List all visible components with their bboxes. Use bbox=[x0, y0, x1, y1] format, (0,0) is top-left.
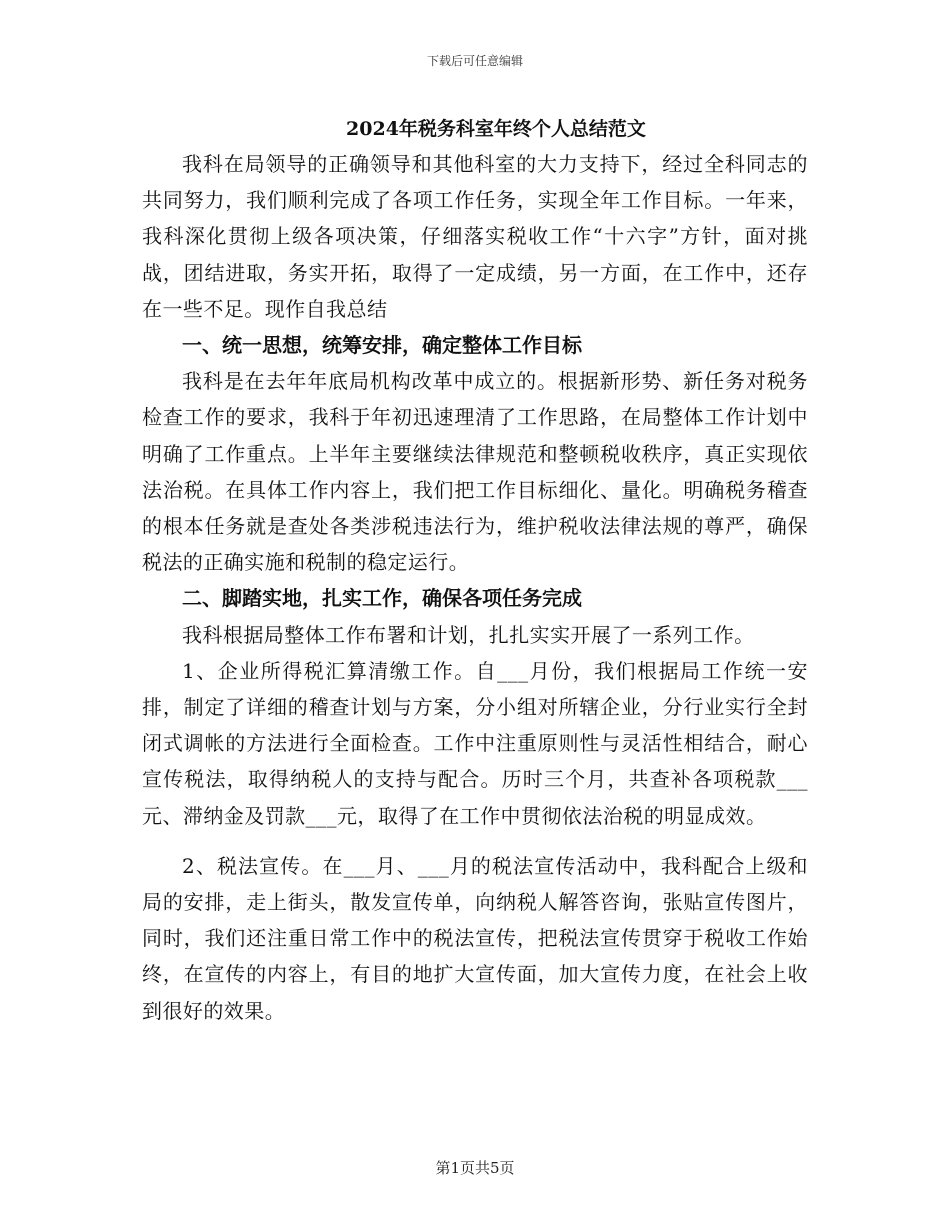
section-2-item-1: 1、企业所得税汇算清缴工作。自___月份，我们根据局工作统一安排，制定了详细的稽查计划与方案，分小组对所辖企业，分行业实行全封闭式调帐的方法进行全面检查。工作中注重原则性与灵活性相结合，耐心宣传税法，取得纳税人的支持与配合。历时三个月，共查补各项税款___元、滞纳金及罚款___元，取得了在工作中贯彻依法治税的明显成效。 bbox=[142, 658, 808, 828]
section-1-heading: 一、统一思想，统筹安排，确定整体工作目标 bbox=[182, 333, 582, 358]
section-2-heading: 二、脚踏实地，扎实工作，确保各项任务完成 bbox=[182, 586, 582, 611]
section-1-paragraph: 我科是在去年年底局机构改革中成立的。根据新形势、新任务对税务检查工作的要求，我科于年初迅速理清了工作思路，在局整体工作计划中明确了工作重点。上半年主要继续法律规范和整顿税收秩序，真正实现依法治税。在具体工作内容上，我们把工作目标细化、量化。明确税务稽查的根本任务就是查处各类涉税违法行为，维护税收法律法规的尊严，确保税法的正确实施和税制的稳定运行。 bbox=[142, 369, 808, 575]
page-number: 第1页共5页 bbox=[435, 1159, 515, 1177]
document-body bbox=[142, 113, 808, 1029]
document-title: 2024年税务科室年终个人总结范文 bbox=[346, 118, 646, 140]
section-2-item-2: 2、税法宣传。在___月、___月的税法宣传活动中，我科配合上级和局的安排，走上街头，散发宣传单，向纳税人解答咨询，张贴宣传图片，同时，我们还注重日常工作中的税法宣传，把税法宣传贯穿于税收工作始终，在宣传的内容上，有目的地扩大宣传面，加大宣传力度，在社会上收到很好的效果。 bbox=[142, 853, 808, 1023]
page-header-note: 下载后可任意编辑 bbox=[426, 54, 523, 68]
intro-paragraph: 我科在局领导的正确领导和其他科室的大力支持下，经过全科同志的共同努力，我们顺利完成了各项工作任务，实现全年工作目标。一年来，我科深化贯彻上级各项决策，仔细落实税收工作“十六字”方针，面对挑战，团结进取，务实开拓，取得了一定成绩，另一方面，在工作中，还存在一些不足。现作自我总结 bbox=[142, 152, 808, 321]
section-2-paragraph: 我科根据局整体工作布署和计划，扎扎实实开展了一系列工作。 bbox=[182, 622, 755, 647]
paragraph-gap bbox=[142, 834, 808, 848]
